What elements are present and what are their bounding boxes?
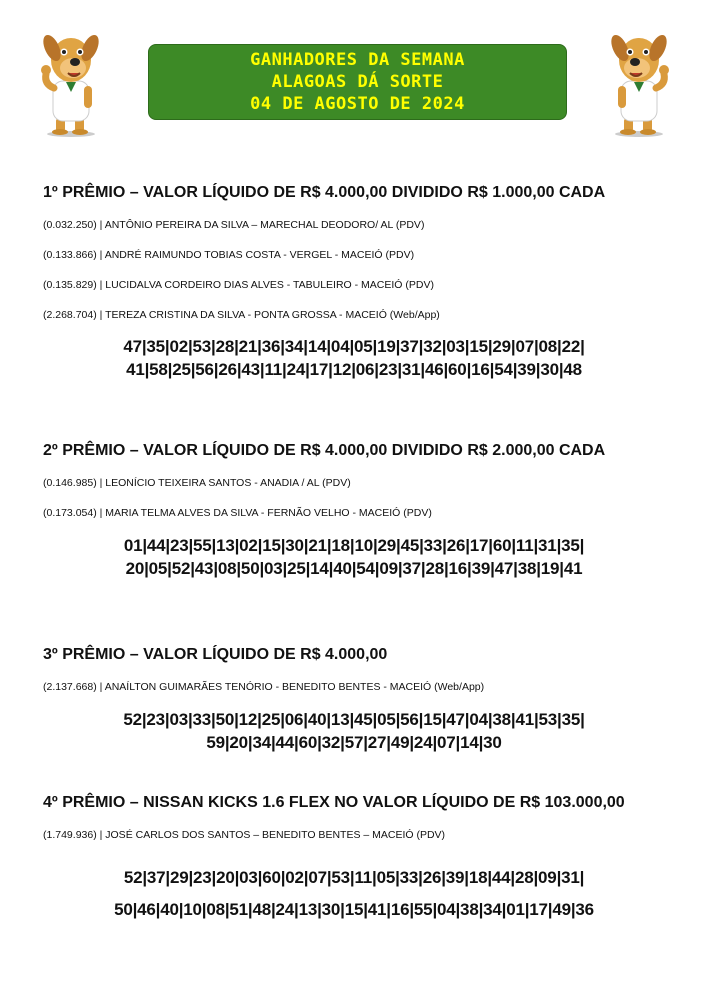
- prize-title: 1º PRÊMIO – VALOR LÍQUIDO DE R$ 4.000,00 DIVIDIDO R$ 1.000,00 CADA: [43, 184, 606, 201]
- prize-title: 4º PRÊMIO – NISSAN KICKS 1.6 FLEX NO VALOR LÍQUIDO DE R$ 103.000,00: [43, 794, 625, 811]
- winner-entry: (2.268.704) | TEREZA CRISTINA DA SILVA - PONTA GROSSA - MACEIÓ (Web/App): [43, 309, 440, 321]
- banner-title-line1: GANHADORES DA SEMANA: [250, 50, 465, 70]
- banner-title-line2: ALAGOAS DÁ SORTE: [271, 72, 444, 92]
- banner-date: 04 DE AGOSTO DE 2024: [250, 94, 465, 114]
- drawn-numbers-line2: 41|58|25|56|26|43|11|24|17|12|06|23|31|46|60|16|54|39|30|48: [126, 360, 582, 379]
- winner-entry: (0.133.866) | ANDRÉ RAIMUNDO TOBIAS COSTA - VERGEL - MACEIÓ (PDV): [43, 249, 415, 261]
- prize-3-section: [43, 643, 665, 754]
- winner-entry: (0.173.054) | MARIA TELMA ALVES DA SILVA - FERNÃO VELHO - MACEIÓ (PDV): [43, 507, 432, 519]
- dog-mascot-icon: [38, 26, 104, 138]
- drawn-numbers-line1: 01|44|23|55|13|02|15|30|21|18|10|29|45|33|26|17|60|11|31|35|: [123, 536, 585, 555]
- header: [0, 0, 707, 150]
- winner-entry: (0.135.829) | LUCIDALVA CORDEIRO DIAS ALVES - TABULEIRO - MACEIÓ (PDV): [43, 279, 434, 291]
- prize-1-section: [43, 181, 665, 381]
- dog-mascot-icon: [606, 26, 672, 138]
- title-banner: [148, 44, 567, 120]
- drawn-numbers-line1: 47|35|02|53|28|21|36|34|14|04|05|19|37|32|03|15|29|07|08|22|: [123, 337, 585, 356]
- prize-4-section: [43, 791, 665, 921]
- winner-entry: (0.032.250) | ANTÔNIO PEREIRA DA SILVA – MARECHAL DEODORO/ AL (PDV): [43, 219, 425, 231]
- drawn-numbers-line2: 50|46|40|10|08|51|48|24|13|30|15|41|16|55|04|38|34|01|17|49|36: [114, 900, 594, 919]
- winner-entry: (0.146.985) | LEONÍCIO TEIXEIRA SANTOS - ANADIA / AL (PDV): [43, 477, 351, 489]
- drawn-numbers-line1: 52|23|03|33|50|12|25|06|40|13|45|05|56|15|47|04|38|41|53|35|: [123, 710, 585, 729]
- drawn-numbers-line2: 59|20|34|44|60|32|57|27|49|24|07|14|30: [206, 733, 502, 752]
- prize-title: 3º PRÊMIO – VALOR LÍQUIDO DE R$ 4.000,00: [43, 646, 388, 663]
- prize-title: 2º PRÊMIO – VALOR LÍQUIDO DE R$ 4.000,00 DIVIDIDO R$ 2.000,00 CADA: [43, 442, 606, 459]
- winner-entry: (1.749.936) | JOSÉ CARLOS DOS SANTOS – BENEDITO BENTES – MACEIÓ (PDV): [43, 829, 446, 841]
- drawn-numbers-line2: 20|05|52|43|08|50|03|25|14|40|54|09|37|28|16|39|47|38|19|41: [125, 559, 583, 578]
- prize-2-section: [43, 439, 665, 580]
- winner-entry: (2.137.668) | ANAÍLTON GUIMARÃES TENÓRIO - BENEDITO BENTES - MACEIÓ (Web/App): [43, 681, 485, 693]
- drawn-numbers-line1: 52|37|29|23|20|03|60|02|07|53|11|05|33|26|39|18|44|28|09|31|: [123, 868, 585, 887]
